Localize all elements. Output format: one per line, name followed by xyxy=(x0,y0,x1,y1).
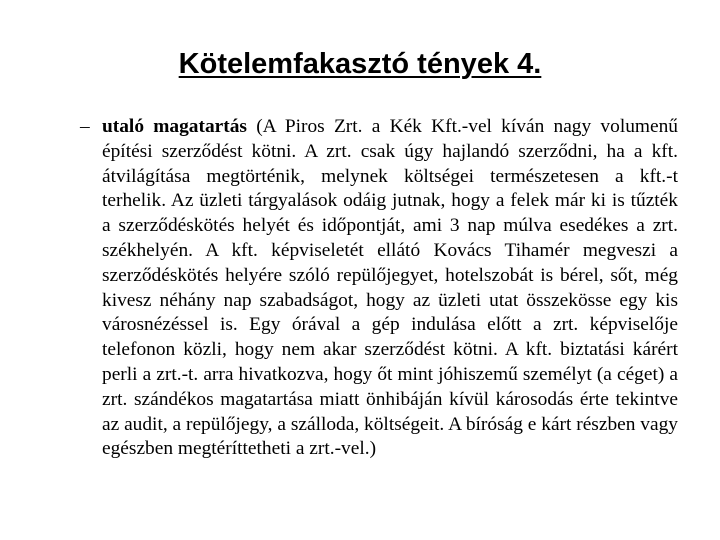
bullet-paragraph xyxy=(80,115,678,462)
bullet-term: utaló magatartás xyxy=(102,116,247,137)
bullet-text: (A Piros Zrt. a Kék Kft.-vel kíván nagy volumenű építési szerződést kötni. A zrt. csak úgy hajlandó szerződni, ha a kft. átvilágítása megtörténik, melynek költségei természetesen a kft.-t terhelik. Az üzleti tárgyalások odáig jutnak, hogy a felek már ki is tűzték a szerződéskötés helyét és időpontját, ami 3 nap múlva esedékes a zrt. székhelyén. A kft. képviseletét ellátó Kovács Tihamér megveszi a szerződéskötés helyére szóló repülőjegyet, hotelszobát is bérel, sőt, még kivesz néhány nap szabadságot, hogy az üzleti utat összekösse egy kis városnézéssel is. Egy órával a gép indulása előtt a zrt. képviselője telefonon közli, hogy nem akar szerződést kötni. A kft. biztatási kárért perli a zrt.-t. arra hivatkozva, hogy őt mint jóhiszemű személyt (a céget) a zrt. szándékos magatartása miatt önhibáján kívül károsodás érte tekintve az audit, a repülőjegy, a szálloda, költségeit. A bíróság e kárt részben vagy egészben megtéríttetheti a zrt.-vel.) xyxy=(102,116,678,460)
bullet-marker: – xyxy=(80,116,90,137)
slide-title xyxy=(0,46,720,82)
slide-title-text: Kötelemfakasztó tények 4. xyxy=(178,48,542,80)
